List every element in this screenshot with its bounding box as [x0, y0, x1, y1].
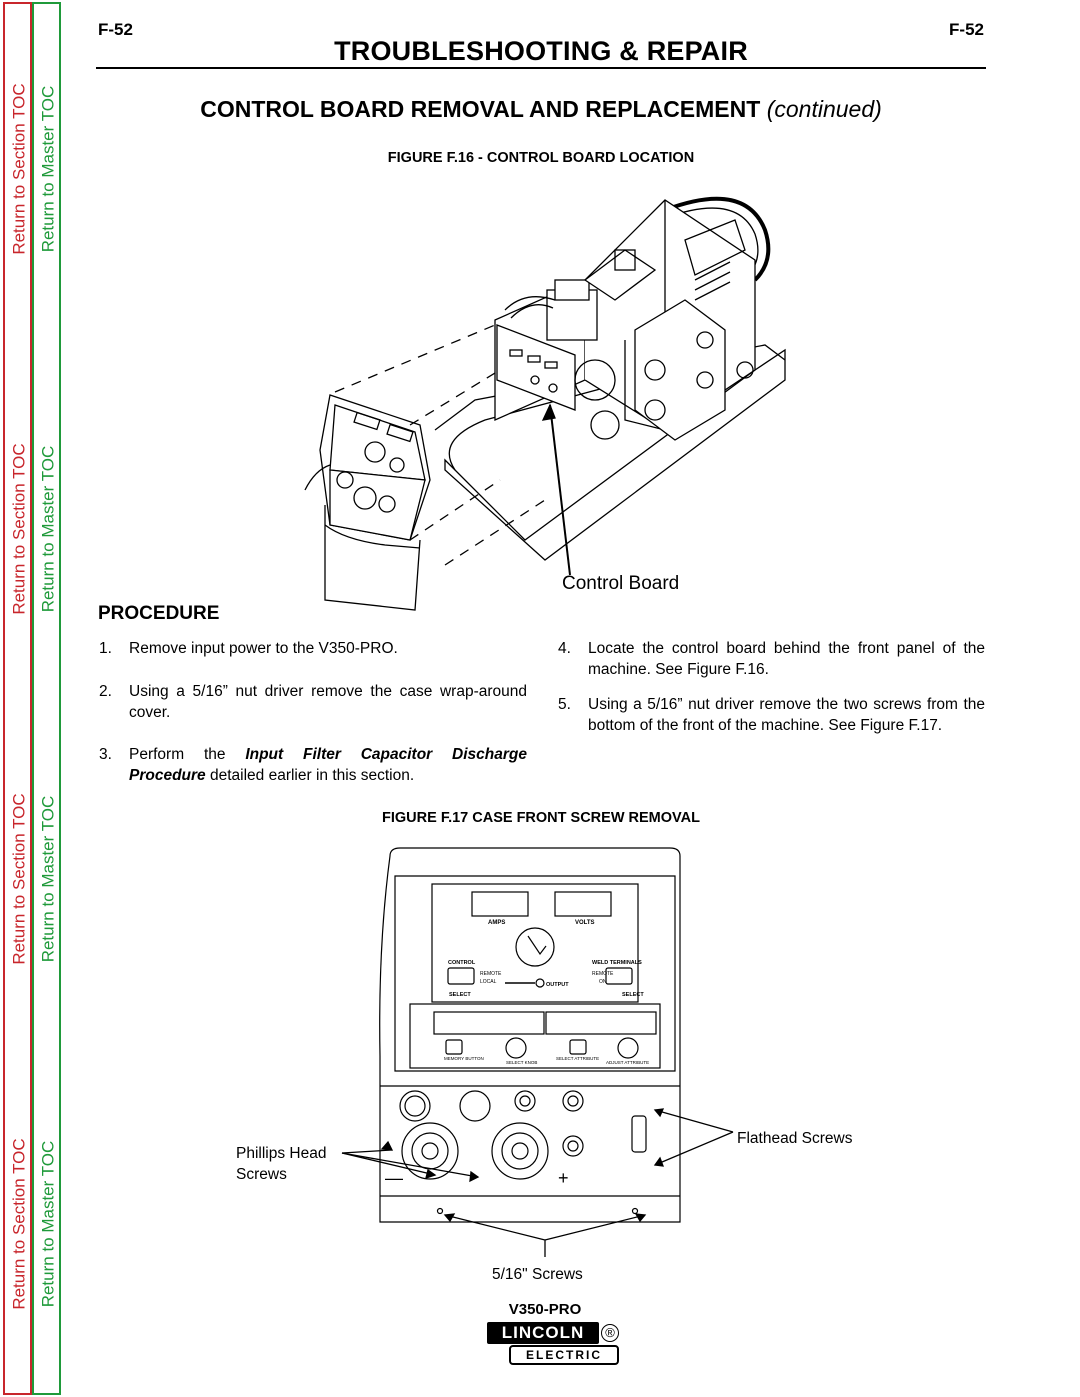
phillips-head-screws-label-line1: Phillips Head: [236, 1145, 327, 1162]
volts-label: VOLTS: [575, 920, 595, 926]
svg-text:MEMORY BUTTON: MEMORY BUTTON: [444, 1056, 484, 1061]
svg-text:WELD TERMINALS: WELD TERMINALS: [592, 960, 642, 966]
svg-text:OUTPUT: OUTPUT: [546, 982, 569, 988]
page-number-left: F-52: [98, 20, 133, 39]
model-name: V350-PRO: [508, 1301, 582, 1318]
positive-terminal-sign: +: [558, 1168, 569, 1188]
svg-text:SELECT: SELECT: [622, 992, 644, 998]
figure-17-caption: FIGURE F.17 CASE FRONT SCREW REMOVAL: [382, 810, 700, 826]
discharge-procedure-reference: Input Filter Capacitor Discharge Procedure: [129, 746, 527, 784]
return-to-master-toc-link[interactable]: Return to Master TOC: [38, 795, 58, 963]
flathead-screws-label: Flathead Screws: [737, 1130, 853, 1147]
procedure-step-4: 4. Locate the control board behind the front panel of the machine. See Figure F.16.: [558, 640, 985, 678]
section-toc-sidebar: [3, 2, 32, 1395]
procedure-step-1: 1. Remove input power to the V350-PRO.: [99, 640, 398, 657]
procedure-heading: PROCEDURE: [98, 603, 220, 624]
svg-text:CONTROL: CONTROL: [448, 960, 476, 966]
figure-16-caption: FIGURE F.16 - CONTROL BOARD LOCATION: [387, 150, 695, 166]
page-number-right: F-52: [949, 20, 984, 39]
five-sixteenths-screws-label: 5/16" Screws: [492, 1266, 583, 1283]
procedure-step-2: 2. Using a 5/16” nut driver remove the case wrap-around cover.: [99, 683, 527, 721]
svg-text:ON: ON: [599, 979, 607, 985]
svg-text:SELECT ATTRIBUTE: SELECT ATTRIBUTE: [556, 1056, 600, 1061]
header-rule: [96, 67, 986, 69]
return-to-master-toc-link[interactable]: Return to Master TOC: [38, 85, 58, 253]
return-to-master-toc-link[interactable]: Return to Master TOC: [38, 445, 58, 613]
master-toc-sidebar: [32, 2, 61, 1395]
lincoln-electric-logo: LINCOLN ® ELECTRIC: [487, 1322, 621, 1368]
return-to-section-toc-link[interactable]: Return to Section TOC: [9, 83, 29, 255]
front-panel-assembly: [305, 395, 430, 610]
return-to-master-toc-link[interactable]: Return to Master TOC: [38, 1140, 58, 1308]
page-title: TROUBLESHOOTING & REPAIR: [334, 36, 748, 66]
control-board-callout: Control Board: [562, 573, 680, 594]
return-to-section-toc-link[interactable]: Return to Section TOC: [9, 793, 29, 965]
control-board-location-illustration: [285, 180, 805, 620]
amps-label: AMPS: [488, 920, 506, 926]
svg-text:SELECT KNOB: SELECT KNOB: [506, 1060, 538, 1065]
procedure-step-5: 5. Using a 5/16” nut driver remove the two screws from the bottom of the front of the machine. See Figure F.17.: [558, 696, 985, 734]
svg-text:REMOTE: REMOTE: [480, 971, 502, 977]
figure-17-leader-lines: [330, 1090, 750, 1270]
return-to-section-toc-link[interactable]: Return to Section TOC: [9, 443, 29, 615]
svg-text:LOCAL: LOCAL: [480, 979, 497, 985]
section-title: CONTROL BOARD REMOVAL AND REPLACEMENT (continued): [200, 96, 882, 122]
return-to-section-toc-link[interactable]: Return to Section TOC: [9, 1138, 29, 1310]
svg-text:SELECT: SELECT: [449, 992, 471, 998]
negative-terminal-sign: —: [385, 1168, 403, 1188]
svg-text:ADJUST ATTRIBUTE: ADJUST ATTRIBUTE: [606, 1060, 650, 1065]
svg-text:REMOTE: REMOTE: [592, 971, 614, 977]
phillips-head-screws-label-line2: Screws: [236, 1166, 287, 1183]
procedure-step-3: 3. Perform the Input Filter Capacitor Discharge Procedure detailed earlier in this section.: [99, 746, 527, 784]
